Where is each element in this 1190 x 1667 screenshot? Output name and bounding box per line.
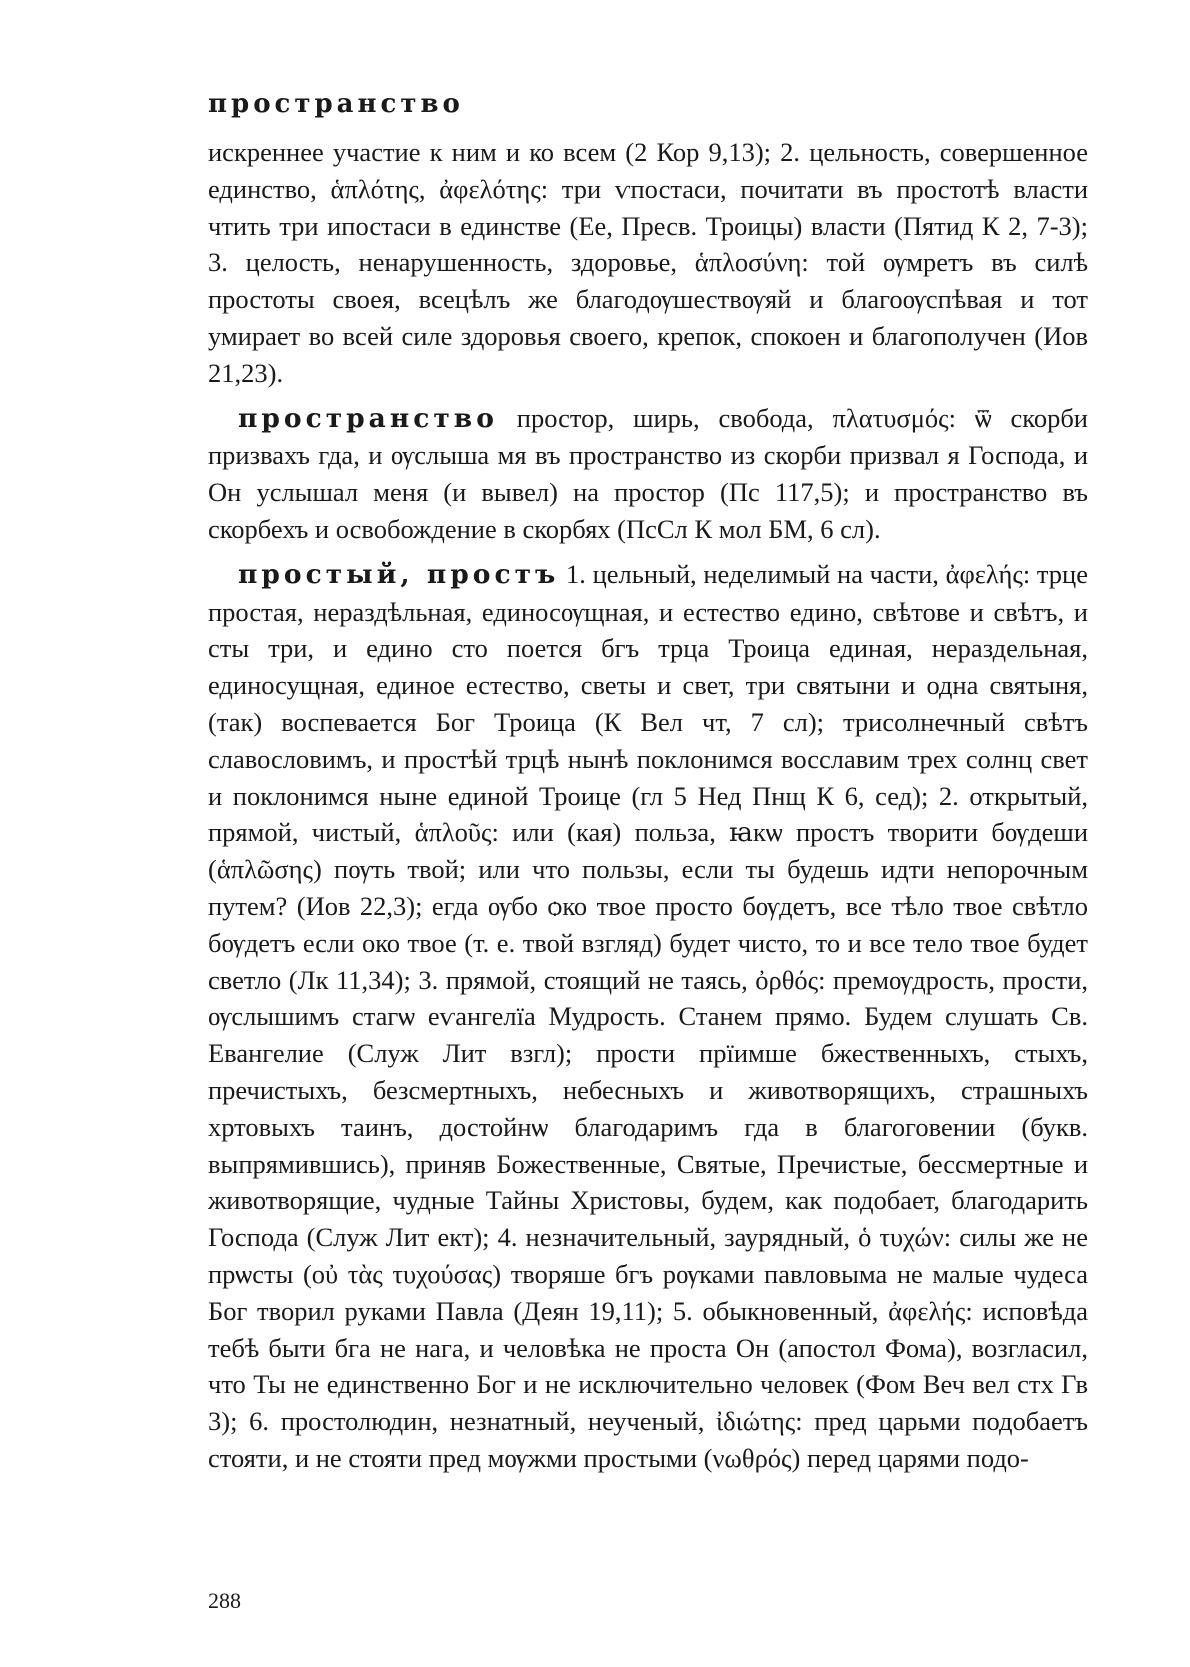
- entry-text: простор, ширь, свобода, πλατυσμός: ѿ скорби призвахъ гда, и ѹслыша мя въ пространство из скорби призвал я Господа, и Он услышал меня (и вывел) на простор (Пс 117,5); и пространство въ скорбехъ и освобождение в скорбях (ПсСл К мол БМ, 6 сл).: [208, 402, 1088, 544]
- dictionary-page: [208, 84, 1088, 1477]
- running-head: пространство: [208, 89, 464, 119]
- entry-prostranstvo: [208, 400, 1088, 548]
- page-number: 288: [208, 1588, 241, 1613]
- paragraph-continuation: [208, 134, 1088, 392]
- entry-text: 1. цельный, неделимый на части, ἀφελής: трце простая, нераздѣльная, единосѹщная, и естество едино, свѣтове и свѣтъ, и сты три, и едино сто поется бгъ трца Троица единая, нераздельная, единосущная, единое естество, светы и свет, три святыни и одна святыня, (так) воспевается Бог Троица (К Вел чт, 7 сл); трисолнечный свѣтъ славословимъ, и простѣй трцѣ нынѣ поклонимся восславим трех солнц свет и поклонимся ныне единой Троице (гл 5 Нед Пнщ К 6, сед); 2. открытый, прямой, чистый, ἁπλοῦς: или (кая) польза, ꙗкѡ простъ творити бѹдеши (ἁπλῶσης) пѹть твой; или что пользы, если ты будешь идти непорочным путем? (Иов 22,3); егда ѹбо ѻко твое просто бѹдетъ, все тѣло твое свѣтло бѹдетъ если око твое (т. е. твой взгляд) будет чисто, то и все тело твое будет светло (Лк 11,34); 3. прямой, стоящий не таясь, ὀρθός: премѹдрость, прости, ѹслышимъ стагѡ еѵангелїа Мудрость. Станем прямо. Будем слушать Св. Евангелие (Служ Лит взгл); прости прїимше бжественныхъ, стыхъ, пречистыхъ, безсмертныхъ, небесныхъ и животворящихъ, страшныхъ хртовыхъ таинъ, достойнѡ благодаримъ гда в благоговении (букв. выпрямившись), приняв Божественные, Святые, Пречистые, бессмертные и животворящие, чудные Тайны Христовы, будем, как подобает, благодарить Господа (Служ Лит ект); 4. незначительный, заурядный, ὁ τυχών: силы же не прѡсты (οὐ τὰς τυχούσας) творяше бгъ рѹками павловыма не малые чудеса Бог творил руками Павла (Деян 19,11); 5. обыкновенный, ἀφελής: исповѣда тебѣ быти бга не нага, и человѣка не проста Он (апостол Фома), возгласил, что Ты не единственно Бог и не исключительно человек (Фом Веч вел стх Гв 3); 6. простолюдин, незнатный, неученый, ἰδιώτης: пред царьми подобаетъ стояти, и не стояти пред мѹжми простыми (νωθρός) перед царями подо-: [208, 558, 1088, 1473]
- paragraph-text: искреннее участие к ним и ко всем (2 Кор 9,13); 2. цельность, совершенное единство, ἁπλότης, ἀφελότης: три ѵпостаси, почитати въ простотѣ власти чтить три ипостаси в единстве (Ее, Пресв. Троицы) власти (Пятид К 2, 7-3); 3. целость, ненарушенность, здоровье, ἁπλοσύνη: той ѹмретъ въ силѣ простоты своея, всецѣлъ же благодѹшествѹяй и благоѹспѣвая и тот умирает во всей силе здоровья своего, крепок, спокоен и благополучен (Иов 21,23).: [208, 137, 1088, 388]
- headword: пространство: [238, 402, 498, 434]
- headword: простый, простъ: [238, 558, 560, 590]
- entry-prostyi: [208, 556, 1088, 1477]
